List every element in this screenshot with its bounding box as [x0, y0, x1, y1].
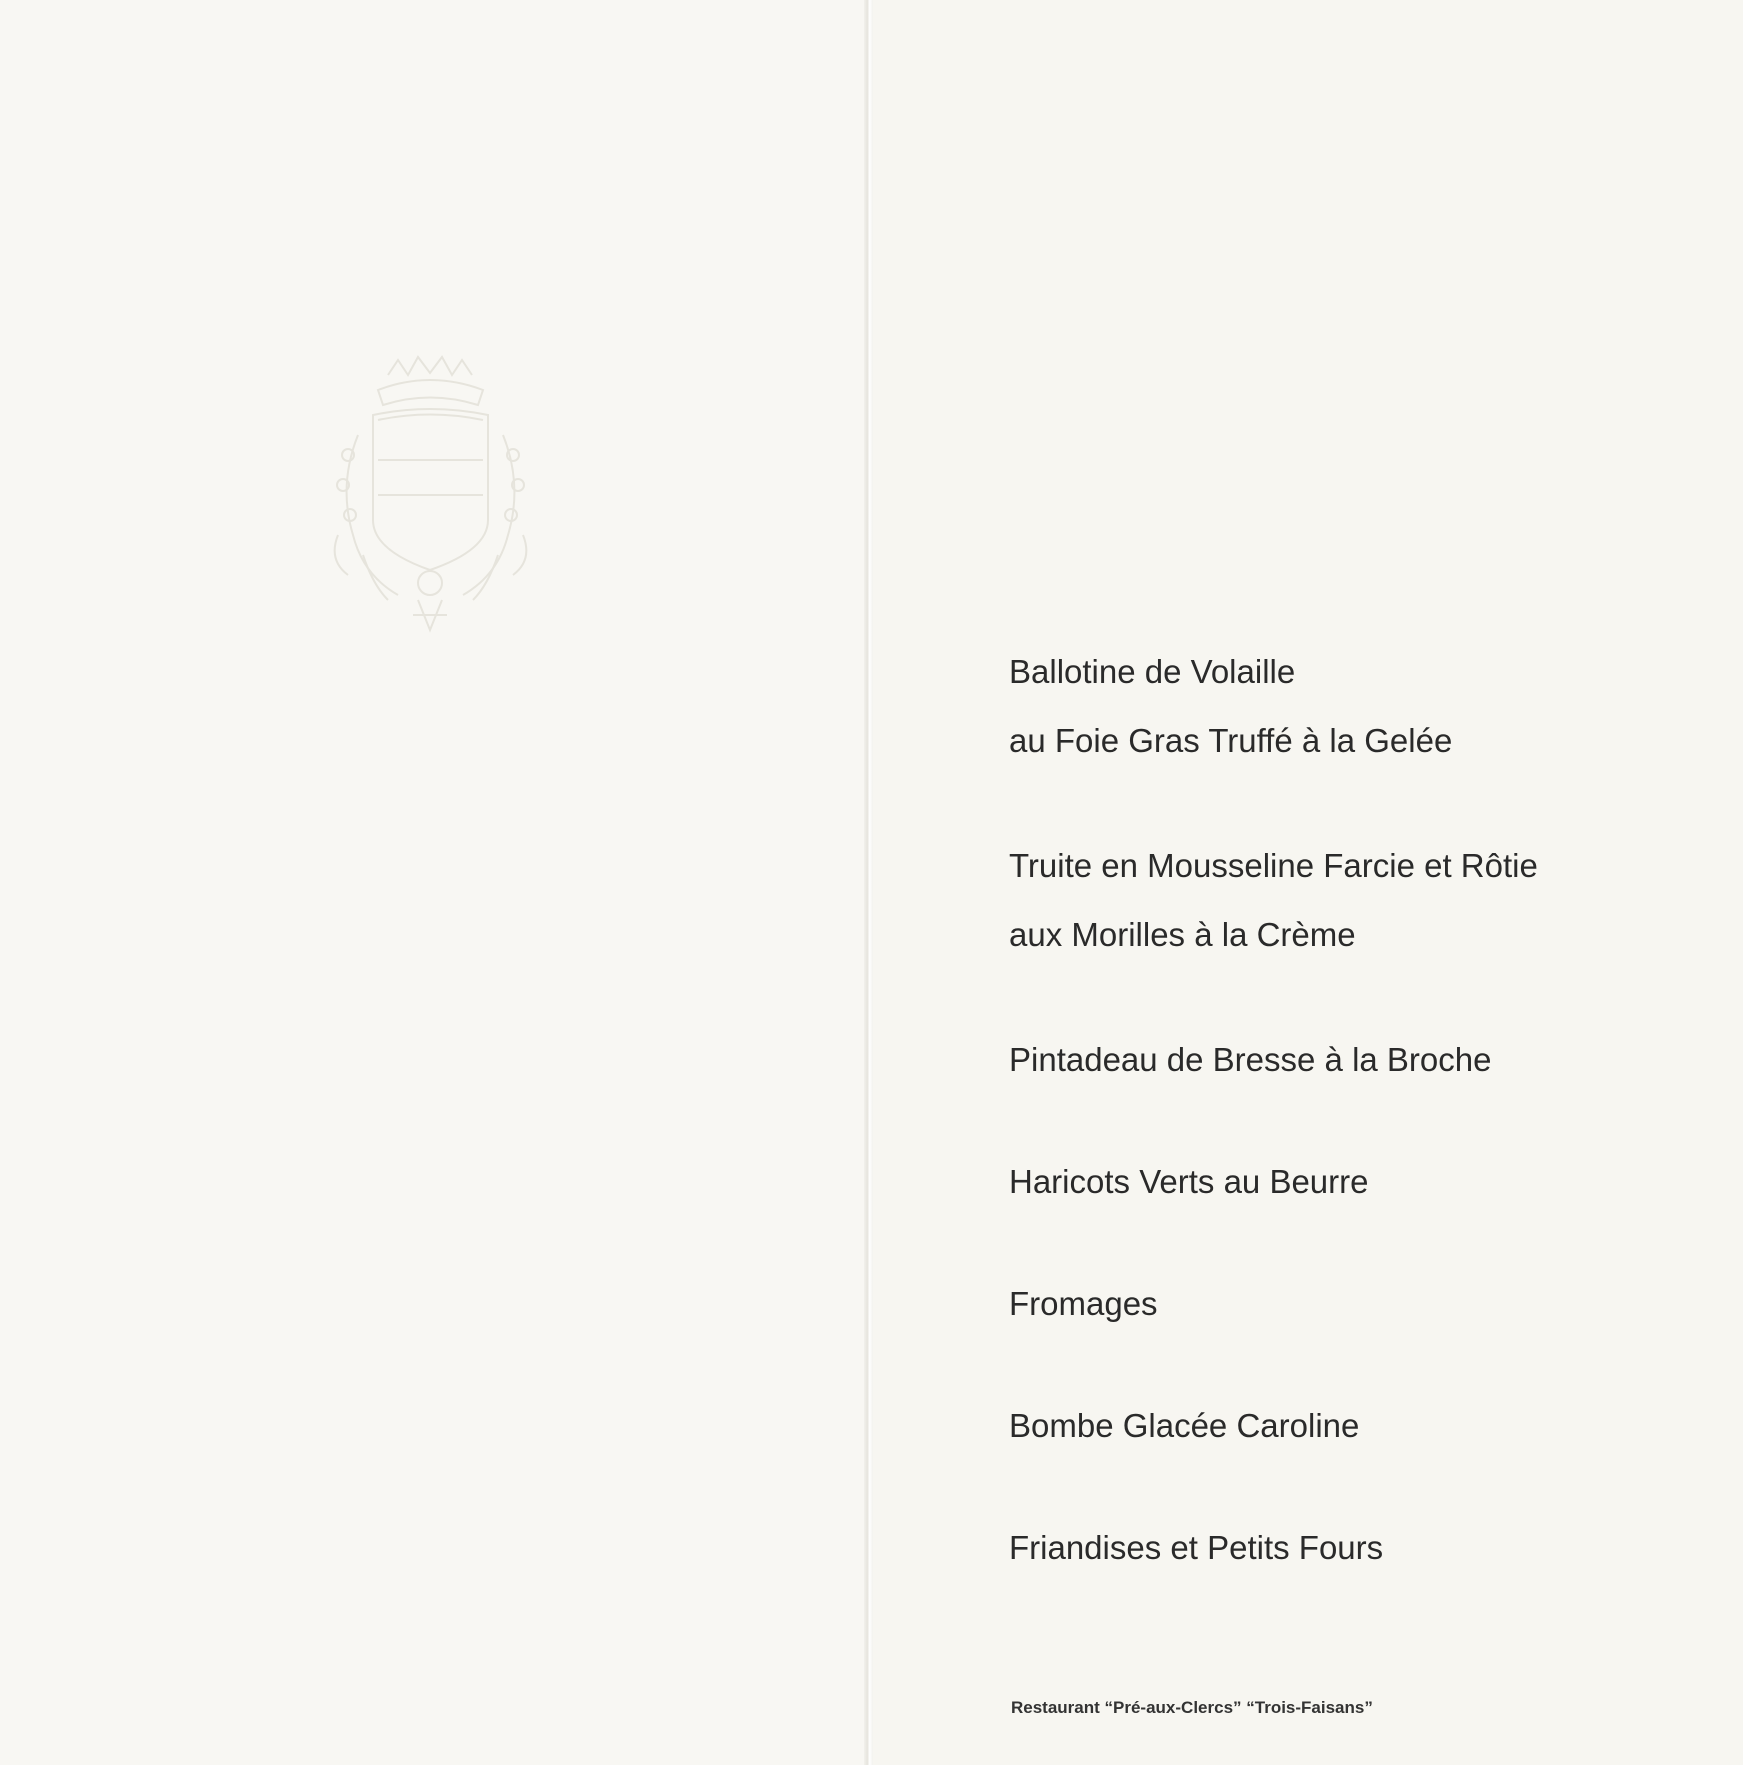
dish-item	[1009, 1522, 1538, 1588]
left-panel	[0, 0, 867, 1765]
dish-item	[1009, 1034, 1538, 1100]
dish-line: Haricots Verts au Beurre	[1009, 1163, 1369, 1200]
dish-line: Ballotine de Volaille	[1009, 653, 1296, 690]
dish-line: Pintadeau de Bresse à la Broche	[1009, 1041, 1492, 1078]
dish-item	[1009, 1156, 1538, 1222]
dish-list	[1009, 646, 1538, 1644]
dish-item	[1009, 1278, 1538, 1344]
dish-line: Bombe Glacée Caroline	[1009, 1407, 1360, 1444]
dish-item	[1009, 840, 1538, 978]
dish-line: au Foie Gras Truffé à la Gelée	[1009, 722, 1453, 759]
embossed-coat-of-arms-icon	[318, 345, 543, 640]
restaurant-footer: Restaurant “Pré-aux-Clercs” “Trois-Faisans”	[1011, 1698, 1373, 1717]
dish-line: Friandises et Petits Fours	[1009, 1529, 1384, 1566]
dish-item	[1009, 646, 1538, 784]
dish-line: Fromages	[1009, 1285, 1158, 1322]
dish-item	[1009, 1400, 1538, 1466]
dish-line: Truite en Mousseline Farcie et Rôtie	[1009, 847, 1538, 884]
dish-line: aux Morilles à la Crème	[1009, 916, 1356, 953]
